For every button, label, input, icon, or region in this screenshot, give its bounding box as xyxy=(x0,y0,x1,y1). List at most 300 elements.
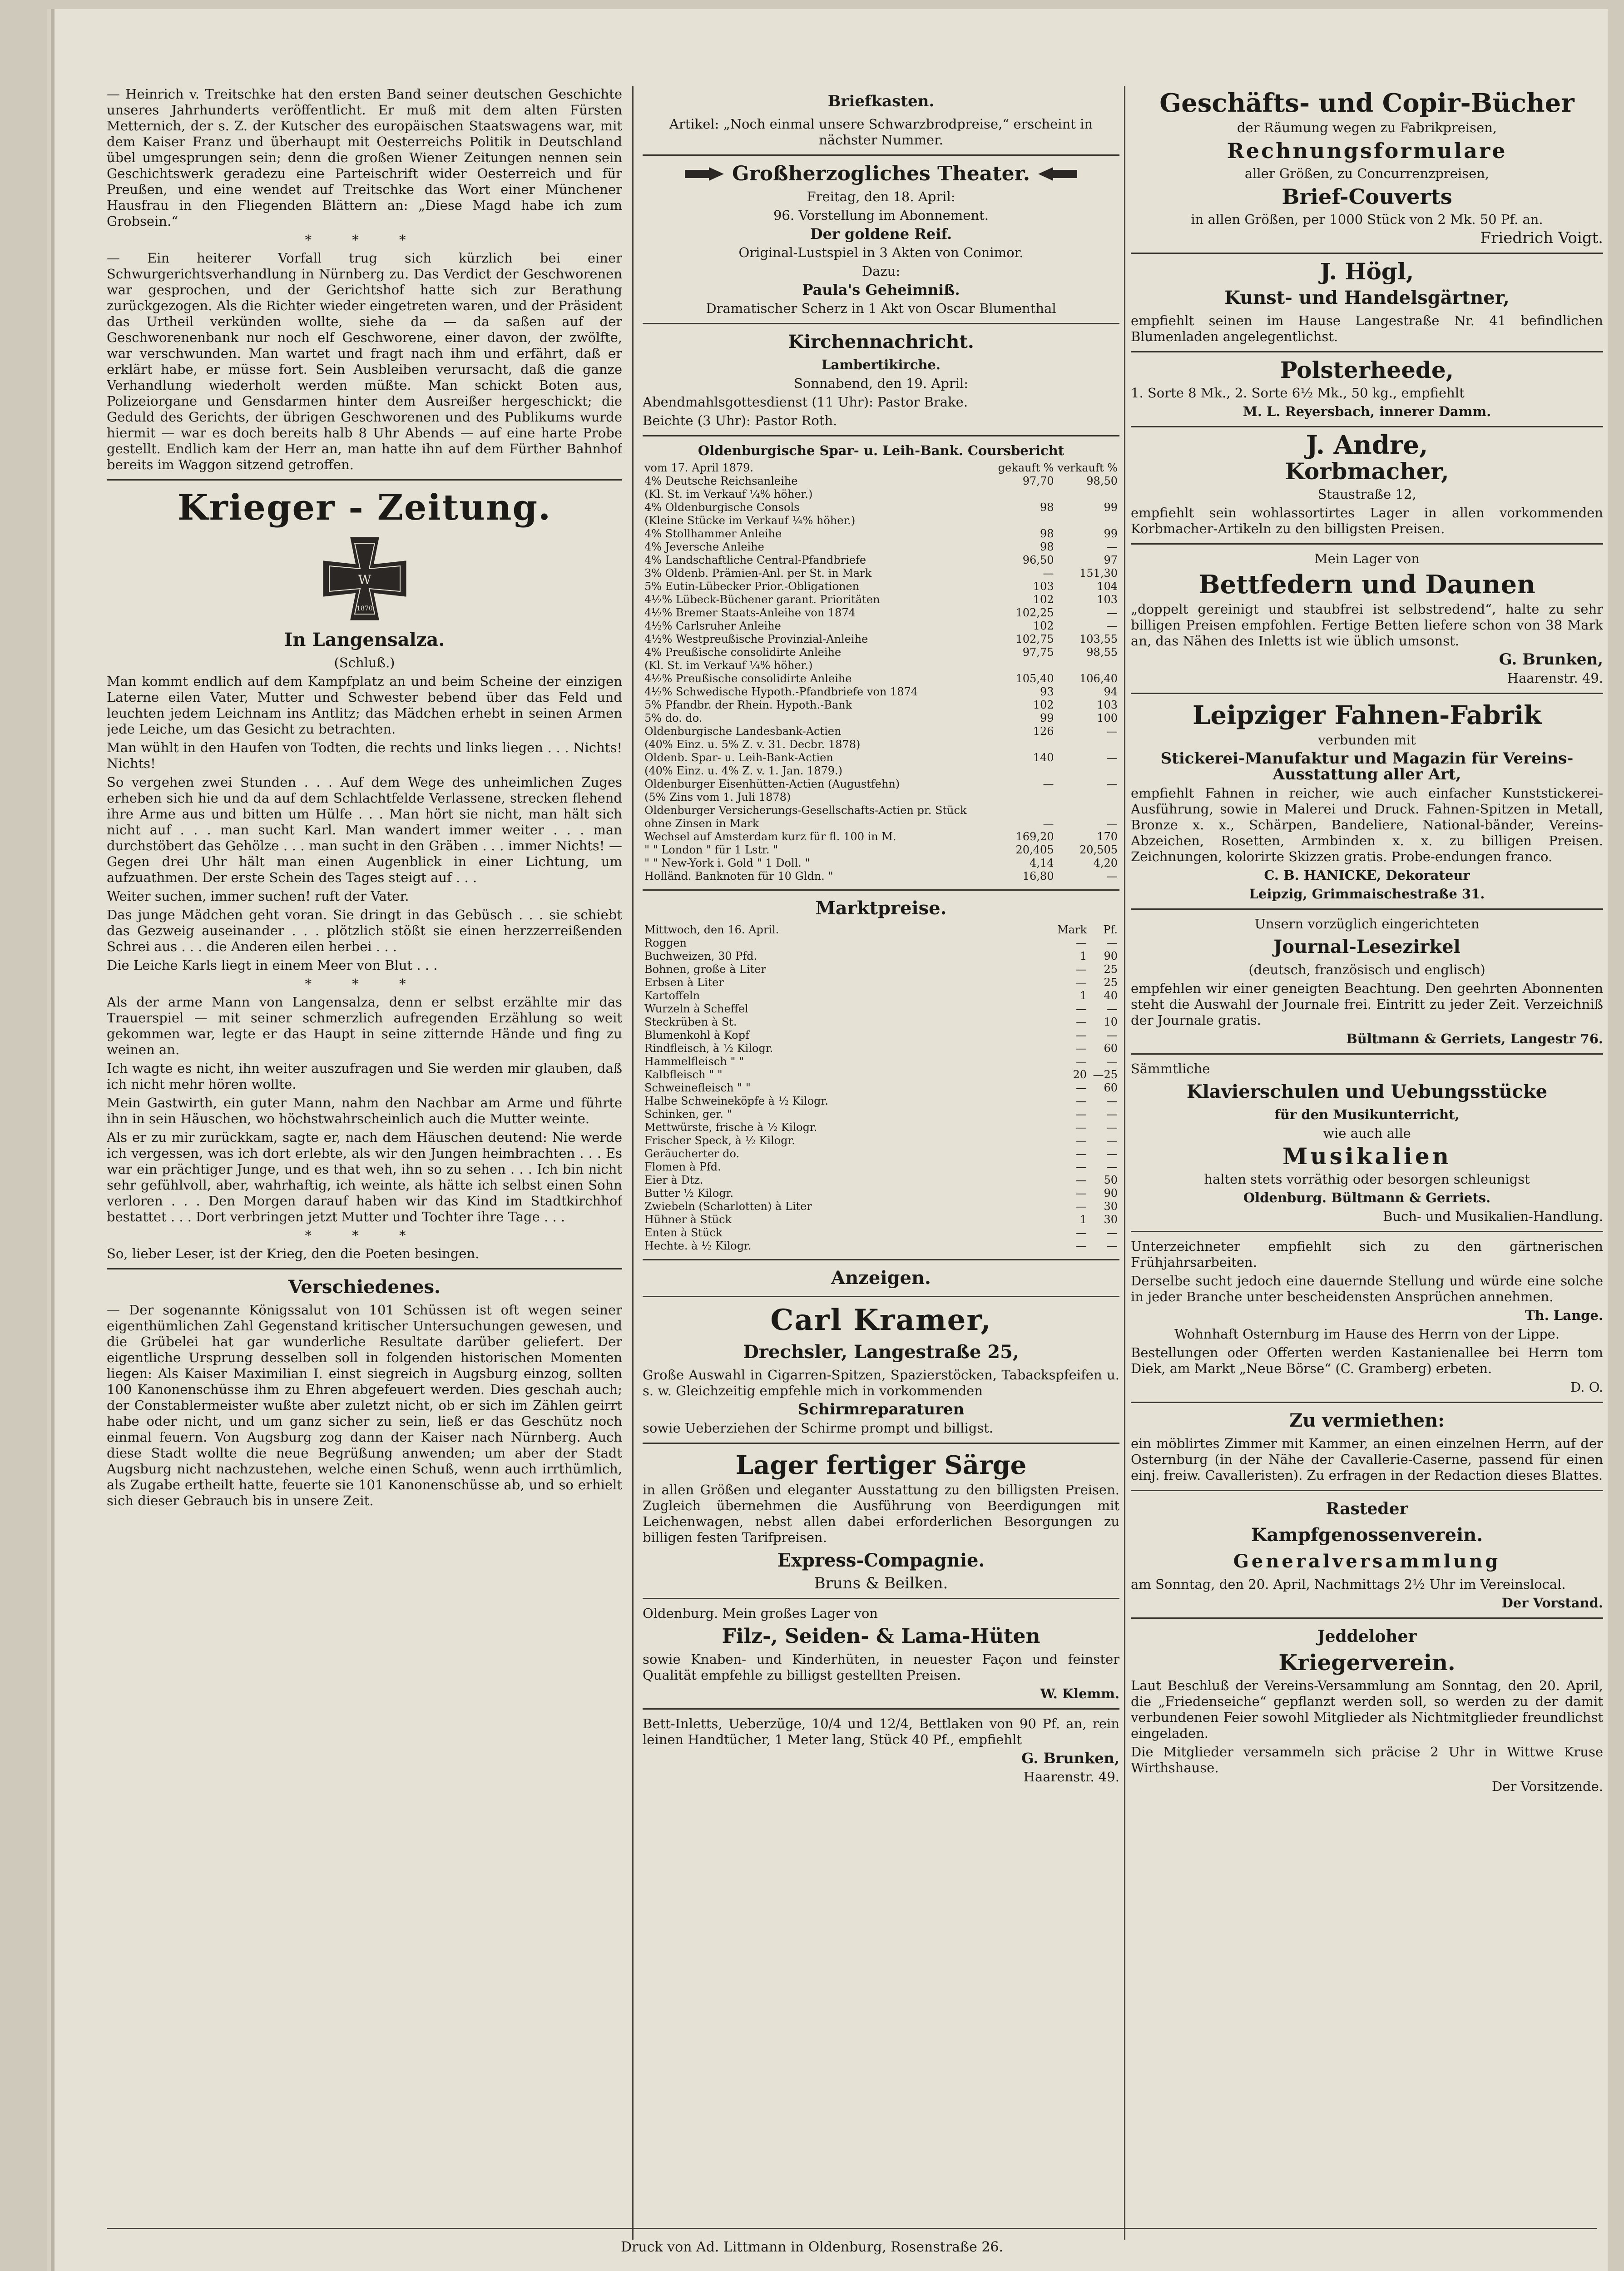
table-row xyxy=(643,791,1119,804)
row-label: Zwiebeln (Scharlotten) à Liter xyxy=(644,1200,812,1213)
row-label: 4% Jeversche Anleihe xyxy=(644,540,764,553)
kramer-subtitle-2: Schirmreparaturen xyxy=(797,1400,965,1418)
rasteder-text: am Sonntag, den 20. April, Nachmittags 2½ Uhr im Vereinslocal. xyxy=(1131,1577,1566,1592)
lange-text: Unterzeichneter empfiehlt sich zu den gärtnerischen Frühjahrsarbeiten. xyxy=(1131,1239,1603,1270)
section-rule xyxy=(1131,908,1603,910)
lange-text: Bestellungen oder Offerten werden Kastanienallee bei Herrn tom Diek, am Markt „Neue Börse“ (C. Gramberg) erbeten. xyxy=(1131,1345,1603,1376)
story-paragraph: Ich wagte es nicht, ihn weiter auszufragen und Sie werden mir glauben, daß ich nicht mehr hören wollte. xyxy=(107,1061,622,1092)
row-value xyxy=(996,804,1056,817)
row-value: — xyxy=(1076,1095,1087,1107)
article-treitschke: — Heinrich v. Treitschke hat den ersten Band seiner deutschen Geschichte unseres Jahrhunderts veröffentlicht. Er muß mit dem alten Fürsten Metternich, der s. Z. der Kutscher des europäischen Staatswagens war, mit dem Kaiser Franz und überhaupt mit Oesterreichs Politik in Deutschland übel umgesprungen sein; denn die großen Wiener Zeitungen nennen sein Geschichtswerk geradezu eine Parteischrift wider Oesterreich und für Preußen, und eine wendet auf Treitschke das Wort einer Münchener Hausfrau in den Fliegenden Blättern an: „Diese Magd habe ich zum Grobsein.“ xyxy=(107,86,622,229)
anzeigen-title: Anzeigen. xyxy=(831,1267,931,1289)
row-value: 25 xyxy=(1104,963,1118,976)
table-row xyxy=(643,751,1119,764)
table-row xyxy=(643,1042,1119,1055)
journal-languages: (deutsch, französisch und englisch) xyxy=(1248,962,1485,977)
voigt-line: der Räumung wegen zu Fabrikpreisen, xyxy=(1237,120,1497,135)
klemm-signature: W. Klemm. xyxy=(1040,1686,1119,1701)
row-value: 25 xyxy=(1104,976,1118,989)
story-paragraph: So vergehen zwei Stunden . . . Auf dem Wege des unheimlichen Zuges erheben sich hie und da auf dem Schlachtfelde Verlassene, strecken flehend ihre Arme aus und bitten um Hülfe . . . Man hört sie nicht, man hält sich nicht auf . . . man sucht Karl. Man wandert immer weiter . . . man durchstöbert das Gehölze . . . man sucht in den Gräben . . . immer Nichts! — Gegen drei Uhr hält man einen Augenblick in einer Lichtung, um aufzuathmen. Der erste Schein des Tages steigt auf . . . xyxy=(107,774,622,885)
klavier-line: halten stets vorräthig oder besorgen schleunigst xyxy=(1204,1171,1530,1187)
row-label: Oldenburger Eisenhütten-Actien (Augustfehn) xyxy=(644,778,900,790)
table-row xyxy=(643,514,1119,527)
bettfedern-title: Bettfedern und Daunen xyxy=(1198,570,1535,600)
voigt-formulare: Rechnungsformulare xyxy=(1227,139,1507,163)
table-row xyxy=(643,1002,1119,1016)
section-rule xyxy=(1131,693,1603,694)
row-value: — xyxy=(1043,817,1054,830)
col-header: gekauft % xyxy=(998,461,1054,474)
hoegl-text: empfiehlt seinen im Hause Langestraße Nr. 41 befindlichen Blumenladen angelegentlichst. xyxy=(1131,313,1603,344)
voigt-signature: Friedrich Voigt. xyxy=(1480,229,1603,247)
pointing-hand-right-icon xyxy=(684,166,725,182)
row-label: (40% Einz. u. 5% Z. v. 31. Decbr. 1878) xyxy=(644,738,861,751)
row-value xyxy=(1055,659,1119,672)
jeddeloher-text: Laut Beschluß der Vereins-Versammlung am Sonntag, den 20. April, die „Friedenseiche“ gepflanzt werden soll, so werden zu der damit verbundenen Feier sowohl Mitglieder als Nichtmitglieder freundlichst eingeladen. xyxy=(1131,1678,1603,1741)
printer-imprint: Druck von Ad. Littmann in Oldenburg, Rosenstraße 26. xyxy=(620,2239,1004,2255)
row-label: Kalbfleisch " " xyxy=(644,1068,723,1081)
row-value: 30 xyxy=(1104,1213,1118,1226)
theater-dazu: Dazu: xyxy=(862,263,901,279)
table-row xyxy=(643,620,1119,633)
row-value: — xyxy=(1107,620,1118,632)
row-label: Buchweizen, 30 Pfd. xyxy=(644,950,758,962)
row-label: 4% Oldenburgische Consols xyxy=(644,501,800,514)
row-value xyxy=(1055,514,1119,527)
table-row xyxy=(643,1016,1119,1029)
section-rule xyxy=(643,323,1119,324)
row-label: Wechsel auf Amsterdam kurz für fl. 100 in M. xyxy=(644,830,896,843)
fahnen-line: verbunden mit xyxy=(1318,732,1416,748)
journal-signature: Bültmann & Gerriets, Langestr 76. xyxy=(1346,1031,1603,1046)
section-rule xyxy=(1131,1490,1603,1491)
row-value: — xyxy=(1043,567,1054,580)
row-value: — xyxy=(1076,1002,1087,1015)
story-paragraph: Mein Gastwirth, ein guter Mann, nahm den Nachbar am Arme und führte ihn in sein Häuschen, wo höchstwahrscheinlich auch die Mutter weinte. xyxy=(107,1095,622,1126)
bettfedern-text: „doppelt gereinigt und staubfrei ist selbstredend“, halte zu sehr billigen Preisen empfohlen. Fertige Betten liefere schon von 38 Mark an, das Nähen des Inletts ist wie üblich umsonst. xyxy=(1131,601,1603,649)
row-value: 99 xyxy=(1104,501,1118,514)
table-row xyxy=(643,685,1119,699)
row-value: — xyxy=(1076,1174,1087,1186)
table-row xyxy=(643,488,1119,501)
andre-address: Staustraße 12, xyxy=(1317,486,1416,502)
vermiethen-text: ein möblirtes Zimmer mit Kammer, an einen einzelnen Herrn, auf der Osternburg (in der Nähe der Cavallerie-Caserne, passend für einen einj. freiw. Cavalleristen). Zu erfragen in der Redaction dieses Blattes. xyxy=(1131,1436,1603,1483)
row-label: Halbe Schweineköpfe à ½ Kilogr. xyxy=(644,1095,828,1107)
pointing-hand-left-icon xyxy=(1037,166,1078,182)
bettfedern-address: Haarenstr. 49. xyxy=(1507,670,1603,686)
row-value: — xyxy=(1107,817,1118,830)
row-label: Kartoffeln xyxy=(644,989,700,1002)
briefkasten-text: Artikel: „Noch einmal unsere Schwarzbrodpreise,“ erscheint in nächster Nummer. xyxy=(669,116,1093,148)
section-rule xyxy=(1131,543,1603,545)
row-value: — xyxy=(1043,778,1054,790)
row-label: Oldenburger Versicherungs-Gesellschafts-Actien pr. Stück xyxy=(644,804,967,817)
row-value: 60 xyxy=(1104,1081,1118,1094)
rasteder-signature: Der Vorstand. xyxy=(1501,1595,1603,1611)
krieger-zeitung-title: Krieger - Zeitung. xyxy=(177,487,552,528)
row-value: — xyxy=(1076,1147,1087,1160)
row-value xyxy=(996,738,1056,751)
bank-course-table xyxy=(643,461,1119,883)
markt-title: Marktpreise. xyxy=(815,897,947,919)
row-label: Holländ. Banknoten für 10 Gldn. " xyxy=(644,870,833,883)
table-row xyxy=(643,1200,1119,1213)
polster-title: Polsterheede, xyxy=(1280,357,1454,383)
table-row xyxy=(643,1240,1119,1253)
section-rule xyxy=(643,435,1119,436)
story-paragraph: Das junge Mädchen geht voran. Sie dringt in das Gebüsch . . . sie schiebt das Gezweig auseinander . . . plötzlich stößt sie einen herzzerreißenden Schrei aus . . . die Anderen eilen herbei . . . xyxy=(107,907,622,954)
section-rule xyxy=(107,1268,622,1269)
row-value: — xyxy=(1107,1029,1118,1041)
row-value: — xyxy=(1076,1081,1087,1094)
row-value: — xyxy=(1076,1055,1087,1068)
table-row xyxy=(643,527,1119,540)
section-rule xyxy=(1131,351,1603,352)
table-row xyxy=(643,937,1119,950)
row-value xyxy=(1055,738,1119,751)
column-left xyxy=(107,86,622,2240)
row-label: 5% Pfandbr. der Rhein. Hypoth.-Bank xyxy=(644,699,852,711)
row-value: 20 xyxy=(1073,1068,1087,1081)
andre-title: Korbmacher, xyxy=(1285,458,1449,485)
klavier-intro: Sämmtliche xyxy=(1131,1061,1210,1076)
row-value xyxy=(1055,804,1119,817)
row-value: — xyxy=(1107,1134,1118,1147)
table-row xyxy=(643,989,1119,1002)
kirche-church: Lambertikirche. xyxy=(822,357,941,372)
row-label: Flomen à Pfd. xyxy=(644,1160,721,1173)
row-value: 99 xyxy=(1040,712,1054,724)
table-row xyxy=(643,843,1119,857)
article-heiterer-vorfall: — Ein heiterer Vorfall trug sich kürzlich bei einer Schwurgerichtsverhandlung in Nürnberg zu. Das Verdict der Geschworenen war gesprochen, und der Gerichtshof hatte sich zur Berathung zurückgezogen. Als die Richter wieder eingetreten waren, und der Präsident das Urtheil verkünden wollte, siehe da — da saßen auf der Geschworenenbank nur noch elf Geschworene, einer davon, der zwölfte, war verschwunden. Man wartet und fragt nach ihm und erfährt, daß er erklärt habe, er müsse fort. Sein Ausbleiben verursacht, daß die ganze Verhandlung wiederholt werden müßte. Man schickt Boten aus, Polizeiorgane und Gensdarmen hinter dem Ausreißer hergeschickt; die Geduld des Gerichts, der übrigen Geschworenen und des Publikums wurde hiermit — war es doch bereits halb 8 Uhr Abends — auf eine harte Probe gestellt. Endlich kam der Herr an, man hatte ihn auf dem Fürther Bahnhof bereits im Waggon sitzend getroffen. xyxy=(107,250,622,472)
row-value: 106,40 xyxy=(1079,672,1118,685)
table-row xyxy=(643,554,1119,567)
row-label: (Kl. St. im Verkauf ¼% höher.) xyxy=(644,488,813,501)
theater-play-2: Paula's Geheimniß. xyxy=(802,281,960,298)
table-row xyxy=(643,501,1119,514)
klemm-title: Filz-, Seiden- & Lama-Hüten xyxy=(722,1625,1040,1648)
row-value: — xyxy=(1107,1147,1118,1160)
row-label: Wurzeln à Scheffel xyxy=(644,1002,748,1015)
bank-title: Oldenburgische Spar- u. Leih-Bank. Coursbericht xyxy=(698,443,1065,458)
row-label: Oldenburgische Landesbank-Actien xyxy=(644,725,842,738)
row-value: 98 xyxy=(1040,501,1054,514)
row-value: — xyxy=(1107,1121,1118,1134)
section-rule xyxy=(1131,1402,1603,1403)
klavier-line: für den Musikunterricht, xyxy=(1274,1107,1460,1122)
row-label: Eier à Dtz. xyxy=(644,1174,703,1186)
theater-performance: 96. Vorstellung im Abonnement. xyxy=(773,208,989,223)
row-value: — xyxy=(1107,937,1118,949)
hoegl-name: J. Högl, xyxy=(1320,258,1414,285)
row-value xyxy=(996,488,1056,501)
row-value: 102,75 xyxy=(1015,633,1054,645)
table-row xyxy=(643,646,1119,659)
row-value: 10 xyxy=(1104,1016,1118,1028)
row-label: Bohnen, große à Liter xyxy=(644,963,766,976)
row-label: 4½% Bremer Staats-Anleihe von 1874 xyxy=(644,606,856,619)
iron-cross-icon xyxy=(319,533,410,624)
row-label: Blumenkohl à Kopf xyxy=(644,1029,749,1041)
column-divider xyxy=(1124,86,1125,2240)
musikalien-title: Musikalien xyxy=(1282,1143,1452,1170)
row-value: — xyxy=(1076,1240,1087,1252)
briefkasten-title: Briefkasten. xyxy=(827,92,935,110)
fahnen-signature: C. B. HANICKE, Dekorateur xyxy=(1264,868,1470,883)
story-paragraph: Die Leiche Karls liegt in einem Meer von Blut . . . xyxy=(107,957,438,973)
col-header: verkauft % xyxy=(1057,461,1118,474)
row-label: (5% Zins vom 1. Juli 1878) xyxy=(644,791,791,803)
row-label: 4% Landschaftliche Central-Pfandbriefe xyxy=(644,554,866,566)
section-rule xyxy=(107,479,622,481)
theater-header xyxy=(643,162,1119,185)
row-value: 97 xyxy=(1104,554,1118,566)
table-row xyxy=(643,950,1119,963)
table-row xyxy=(643,475,1119,488)
section-rule xyxy=(643,889,1119,891)
row-value: — xyxy=(1076,1121,1087,1134)
row-value: — xyxy=(1107,751,1118,764)
klemm-intro: Oldenburg. Mein großes Lager von xyxy=(643,1606,878,1621)
markt-date: Mittwoch, den 16. April. xyxy=(644,923,779,936)
section-rule xyxy=(1131,1231,1603,1232)
table-row xyxy=(643,540,1119,554)
section-rule xyxy=(643,1598,1119,1599)
row-value: 1 xyxy=(1079,989,1087,1002)
table-row xyxy=(643,857,1119,870)
row-label: 4% Stollhammer Anleihe xyxy=(644,527,782,540)
andre-name: J. Andre, xyxy=(1306,430,1428,460)
row-label: ohne Zinsen in Mark xyxy=(644,817,759,830)
row-label: Schinken, ger. " xyxy=(644,1108,732,1121)
table-row xyxy=(643,712,1119,725)
separator-stars: * * * xyxy=(305,1228,424,1243)
rasteder-label: Rasteder xyxy=(1326,1499,1408,1518)
row-value: 20,505 xyxy=(1079,843,1118,856)
row-value xyxy=(996,764,1056,778)
lange-signature: Th. Lange. xyxy=(1525,1308,1603,1323)
row-label: " " New-York i. Gold " 1 Doll. " xyxy=(644,857,810,869)
voigt-line: in allen Größen, per 1000 Stück von 2 Mk. 50 Pf. an. xyxy=(1191,212,1543,227)
table-row xyxy=(643,1081,1119,1095)
row-value: 20,405 xyxy=(1015,843,1054,856)
table-row xyxy=(643,725,1119,738)
row-value: — xyxy=(1076,1016,1087,1028)
article-koenigssalut: — Der sogenannte Königssalut von 101 Schüssen ist oft wegen seiner eigenthümlichen Zahl Gegenstand kritischer Untersuchungen gewesen, und die Grübelei hat gar wunderliche Resultate darüber geliefert. Der eigentliche Ursprung desselben soll in folgenden historischen Momenten liegen: Als Kaiser Maximilian I. einst siegreich in Augsburg einzog, sollten 100 Kanonenschüsse ihm zu Ehren abgefeuert werden. Dies geschah auch; der Constablermeister wußte aber zuletzt nicht, ob er sich im Zählen geirrt habe oder nicht, und um ganz sicher zu sein, ließ er das Geschütz noch einmal feuern. Von Augsburg zog dann der Kaiser nach Nürnberg. Auch diese Stadt wollte die neue Begrüßung anwenden; um aber der Stadt Augsburg nicht nachzustehen, welche einen Schuß, wenn auch irrthümlich, als Zugabe ertheilt hatte, feuerte sie 101 Kanonenschüsse ab, und so erhielt sich dieser Gebrauch bis in unsere Zeit. xyxy=(107,1302,622,1508)
table-row xyxy=(643,567,1119,580)
table-row xyxy=(643,1095,1119,1108)
kirche-beichte: Beichte (3 Uhr): Pastor Roth. xyxy=(643,413,837,428)
row-value: 1 xyxy=(1079,950,1087,962)
row-value: — xyxy=(1107,1160,1118,1173)
bank-date: vom 17. April 1879. xyxy=(644,461,754,474)
row-value: 30 xyxy=(1104,1200,1118,1213)
table-row xyxy=(643,1147,1119,1160)
row-value: 151,30 xyxy=(1079,567,1118,580)
row-value xyxy=(1055,488,1119,501)
kirche-date: Sonnabend, den 19. April: xyxy=(793,376,969,391)
row-label: Frischer Speck, à ½ Kilogr. xyxy=(644,1134,795,1147)
row-value: 126 xyxy=(1033,725,1054,738)
table-row xyxy=(643,593,1119,606)
table-row xyxy=(643,1160,1119,1174)
separator-stars: * * * xyxy=(305,232,424,248)
table-row xyxy=(643,1121,1119,1134)
row-label: Steckrüben à St. xyxy=(644,1016,737,1028)
row-label: 4½% Westpreußische Provinzial-Anleihe xyxy=(644,633,868,645)
klavier-line: wie auch alle xyxy=(1323,1126,1411,1141)
table-row xyxy=(643,659,1119,672)
story-paragraph: Man kommt endlich auf dem Kampfplatz an und beim Scheine der einzigen Laterne eilen Vater, Mutter und Schwester bebend über das Feld und leuchten jedem Leichnam ins Antlitz; das Mädchen erhebt in seinen Armen jede Leiche, um das Gesicht zu betrachten. xyxy=(107,674,622,737)
row-value: — xyxy=(1107,1095,1118,1107)
row-value: 103 xyxy=(1097,593,1118,606)
row-value: — xyxy=(1076,937,1087,949)
row-value: 100 xyxy=(1097,712,1118,724)
row-value: 102 xyxy=(1033,593,1054,606)
bettfedern-signature: G. Brunken, xyxy=(1499,650,1603,669)
row-value: — xyxy=(1107,540,1118,553)
table-row xyxy=(643,1029,1119,1042)
theater-play-1: Der goldene Reif. xyxy=(810,225,952,243)
bettfedern-intro: Mein Lager von xyxy=(1314,551,1420,566)
klavier-title: Klavierschulen und Uebungsstücke xyxy=(1186,1081,1548,1102)
table-row xyxy=(643,817,1119,830)
row-value: 104 xyxy=(1097,580,1118,593)
table-row xyxy=(643,804,1119,817)
hoegl-title: Kunst- und Handelsgärtner, xyxy=(1224,287,1510,308)
table-row xyxy=(643,1068,1119,1081)
row-value: — xyxy=(1107,606,1118,619)
polster-text: 1. Sorte 8 Mk., 2. Sorte 6½ Mk., 50 kg., empfiehlt xyxy=(1131,385,1465,401)
row-value: — xyxy=(1076,963,1087,976)
row-value: — xyxy=(1107,1226,1118,1239)
row-label: 4½% Carlsruher Anleihe xyxy=(644,620,781,632)
table-row xyxy=(643,778,1119,791)
row-label: Hühner à Stück xyxy=(644,1213,732,1226)
cross-year: 1870 xyxy=(356,605,373,612)
fahnen-address: Leipzig, Grimmaischestraße 31. xyxy=(1249,886,1485,902)
table-row xyxy=(643,699,1119,712)
row-label: 5% do. do. xyxy=(644,712,703,724)
row-value: — xyxy=(1107,725,1118,738)
row-value xyxy=(996,791,1056,804)
row-label: Roggen xyxy=(644,937,687,949)
row-value: 102 xyxy=(1033,699,1054,711)
row-value: — xyxy=(1107,870,1118,883)
table-row xyxy=(643,580,1119,593)
row-label: Enten à Stück xyxy=(644,1226,723,1239)
row-value: 90 xyxy=(1104,1187,1118,1200)
theater-play-1-desc: Original-Lustspiel in 3 Akten von Conimor. xyxy=(738,245,1024,260)
theater-play-2-desc: Dramatischer Scherz in 1 Akt von Oscar Blumenthal xyxy=(706,301,1056,316)
row-value: 93 xyxy=(1040,685,1054,698)
table-row xyxy=(643,633,1119,646)
saerge-text: in allen Größen und eleganter Ausstattung zu den billigsten Preisen. Zugleich übernehmen die Ausführung von Beerdigungen mit Leichenwagen, nebst allen dabei erforderlichen Besorgungen zu billigen festen Tarifpreisen. xyxy=(643,1482,1119,1545)
row-value xyxy=(1055,791,1119,804)
story-paragraph: So, lieber Leser, ist der Krieg, den die Poeten besingen. xyxy=(107,1246,480,1261)
row-value xyxy=(996,514,1056,527)
row-value: — xyxy=(1076,976,1087,989)
voigt-title: Geschäfts- und Copir-Bücher xyxy=(1159,88,1574,118)
row-value: 40 xyxy=(1104,989,1118,1002)
fahnen-title: Leipziger Fahnen-Fabrik xyxy=(1192,700,1541,730)
section-rule xyxy=(643,1443,1119,1444)
row-label: Oldenb. Spar- u. Leih-Bank-Actien xyxy=(644,751,833,764)
table-row xyxy=(643,1174,1119,1187)
kirche-title: Kirchennachricht. xyxy=(788,331,974,352)
journal-intro: Unsern vorzüglich eingerichteten xyxy=(1254,916,1480,932)
column-right xyxy=(1131,86,1603,2240)
kramer-name: Carl Kramer, xyxy=(770,1303,992,1337)
row-label: 3% Oldenb. Prämien-Anl. per St. in Mark xyxy=(644,567,872,580)
story-paragraph: Man wühlt in den Haufen von Todten, die rechts und links liegen . . . Nichts! Nichts! xyxy=(107,740,622,771)
saerge-title: Lager fertiger Särge xyxy=(735,1450,1027,1480)
row-label: Hammelfleisch " " xyxy=(644,1055,744,1068)
row-value: 60 xyxy=(1104,1042,1118,1055)
table-row xyxy=(643,1187,1119,1200)
story-paragraph: Weiter suchen, immer suchen! ruft der Vater. xyxy=(107,888,409,904)
row-value: 103 xyxy=(1033,580,1054,593)
lange-initials: D. O. xyxy=(1570,1379,1603,1395)
row-value: 1 xyxy=(1079,1213,1087,1226)
journal-title: Journal-Lesezirkel xyxy=(1273,936,1461,957)
row-label: Erbsen à Liter xyxy=(644,976,724,989)
kramer-subtitle: Drechsler, Langestraße 25, xyxy=(743,1341,1019,1363)
section-rule xyxy=(1131,1053,1603,1055)
row-label: 4½% Preußische consolidirte Anleihe xyxy=(644,672,852,685)
brunken-signature: G. Brunken, xyxy=(1021,1750,1119,1767)
row-value: — xyxy=(1107,1240,1118,1252)
row-value: 4,14 xyxy=(1030,857,1054,869)
row-value: — xyxy=(1076,1226,1087,1239)
row-label: 4% Deutsche Reichsanleihe xyxy=(644,475,798,487)
row-label: Butter ½ Kilogr. xyxy=(644,1187,734,1200)
row-value: 99 xyxy=(1104,527,1118,540)
row-value: — xyxy=(1076,1029,1087,1041)
voigt-couverts: Brief-Couverts xyxy=(1282,184,1452,209)
generalversammlung-title: Generalversammlung xyxy=(1233,1551,1501,1572)
story-paragraph: Als der arme Mann von Langensalza, denn er selbst erzählte mir das Trauerspiel — mit seiner schmerzlich aufregenden Erzählung so weit gekommen war, legte er das Haupt in seine zitternde Hände und fing zu weinen an. xyxy=(107,994,622,1057)
row-label: 4% Preußische consolidirte Anleihe xyxy=(644,646,842,659)
story-paragraph: Als er zu mir zurückkam, sagte er, nach dem Häuschen deutend: Nie werde ich vergessen, was ich dort erlebte, als wir den Jungen heimbrachten . . . Es war ein prächtiger Junge, und es that weh, ihn so zu sehen . . . Ich bin nicht sehr gefühlvoll, aber, wahrhaftig, ich weinte, als hätte ich selbst einen Sohn verloren . . . Den Morgen darauf haben wir das Kind im Stadtkirchhof bestattet . . . Dort verbringen jetzt Mutter und Tochter ihre Tage . . . xyxy=(107,1130,622,1225)
row-value: — xyxy=(1076,1134,1087,1147)
row-value: 16,80 xyxy=(1022,870,1054,883)
table-row xyxy=(643,738,1119,751)
row-value: — xyxy=(1107,1108,1118,1121)
row-value: 103,55 xyxy=(1079,633,1118,645)
table-row xyxy=(643,672,1119,685)
row-value: 102,25 xyxy=(1015,606,1054,619)
row-value: — xyxy=(1076,1187,1087,1200)
row-label: (Kl. St. im Verkauf ¼% höher.) xyxy=(644,659,813,672)
kramer-text-2: sowie Ueberziehen der Schirme prompt und billigst. xyxy=(643,1420,994,1436)
row-value: 102 xyxy=(1033,620,1054,632)
table-row xyxy=(643,830,1119,843)
section-rule xyxy=(1131,426,1603,427)
cross-letter: W xyxy=(358,572,371,587)
row-value: 50 xyxy=(1104,1174,1118,1186)
table-row xyxy=(643,1213,1119,1226)
row-value: 98,55 xyxy=(1086,646,1118,659)
row-label: Geräucherter do. xyxy=(644,1147,740,1160)
row-value: 90 xyxy=(1104,950,1118,962)
row-value: 169,20 xyxy=(1015,830,1054,843)
section-rule xyxy=(1131,253,1603,254)
rasteder-title: Kampfgenossenverein. xyxy=(1251,1524,1483,1546)
row-value: — xyxy=(1076,1042,1087,1055)
section-rule xyxy=(643,1296,1119,1297)
andre-text: empfiehlt sein wohlassortirtes Lager in allen vorkommenden Korbmacher-Artikeln zu den billigsten Preisen. xyxy=(1131,505,1603,536)
